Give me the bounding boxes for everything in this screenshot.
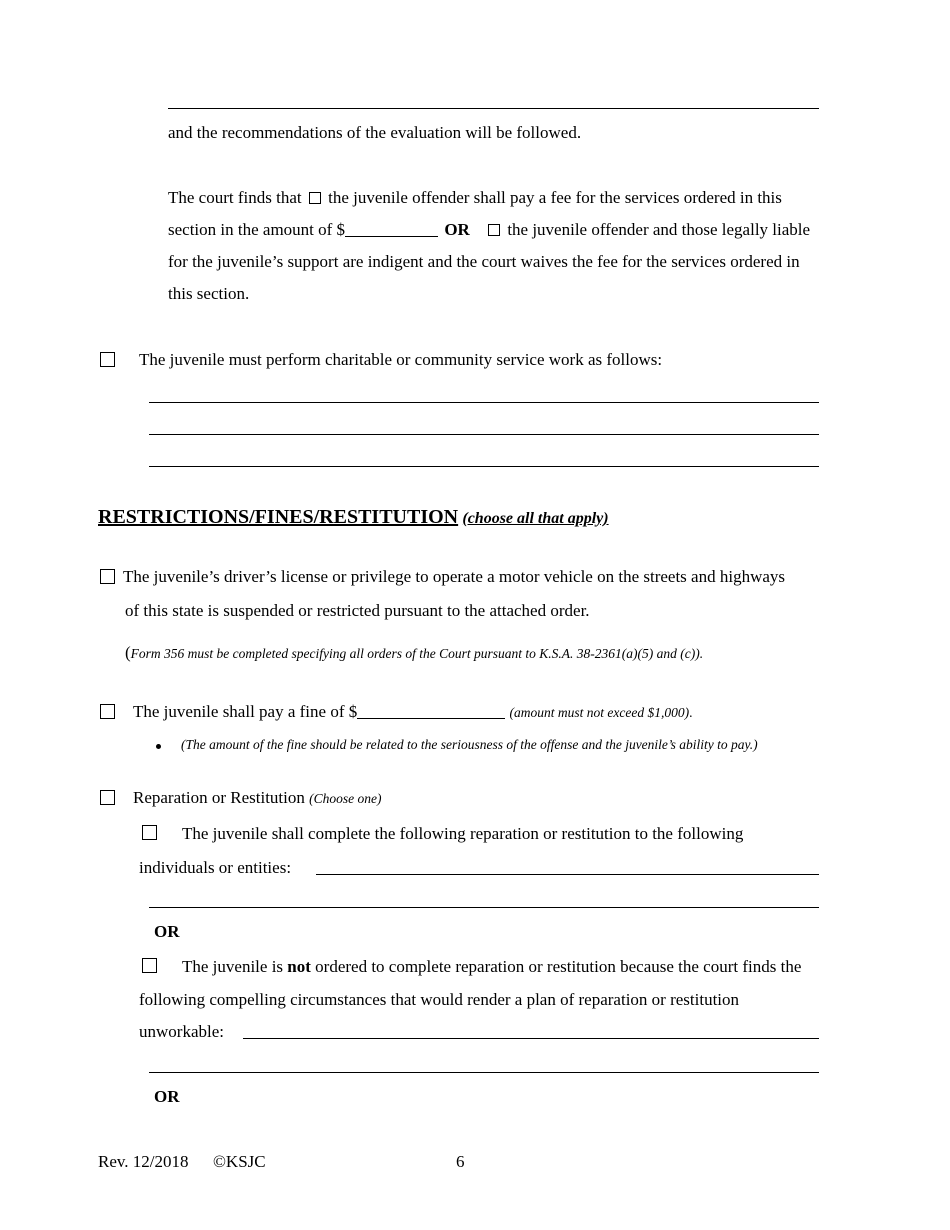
fee-line-1b: the juvenile offender shall pay a fee for the services ordered in this bbox=[328, 188, 782, 207]
reparation-opt2-line-2: following compelling circumstances that would render a plan of reparation or restitution bbox=[139, 990, 740, 1009]
reparation-opt1-blank-1[interactable] bbox=[316, 874, 819, 875]
community-service-label: The juvenile must perform charitable or community service work as follows: bbox=[139, 350, 663, 369]
restrictions-heading-title: RESTRICTIONS/FINES/RESTITUTION bbox=[98, 506, 459, 528]
fee-line-1a: The court finds that bbox=[168, 188, 302, 207]
fine-note-end: . bbox=[689, 705, 693, 720]
reparation-not-ordered-checkbox[interactable] bbox=[142, 958, 157, 973]
fee-line-2 bbox=[168, 220, 810, 240]
fee-indigent-checkbox[interactable] bbox=[488, 224, 500, 236]
community-service-line-2[interactable] bbox=[149, 434, 819, 435]
reparation-opt1-blank-2[interactable] bbox=[149, 907, 819, 908]
reparation-opt2-line-1a: The juvenile is bbox=[182, 957, 284, 976]
fine-bullet-dot bbox=[156, 744, 161, 749]
license-line-2: of this state is suspended or restricted pursuant to the attached order. bbox=[125, 601, 590, 620]
fee-pay-checkbox[interactable] bbox=[309, 192, 321, 204]
restrictions-heading bbox=[98, 506, 609, 529]
fine-amount-blank[interactable] bbox=[357, 704, 505, 719]
fee-line-1 bbox=[168, 188, 782, 208]
license-checkbox[interactable] bbox=[100, 569, 115, 584]
community-service-checkbox[interactable] bbox=[100, 352, 115, 367]
fee-or-label: OR bbox=[444, 220, 470, 239]
reparation-or-1: OR bbox=[154, 922, 180, 941]
reparation-opt2-blank-1[interactable] bbox=[243, 1038, 819, 1039]
reparation-opt2-blank-2[interactable] bbox=[149, 1072, 819, 1073]
license-note bbox=[125, 643, 703, 663]
license-line-1: The juvenile’s driver’s license or privilege to operate a motor vehicle on the streets and highways bbox=[123, 567, 786, 586]
fine-bullet-text: (The amount of the fine should be related to the seriousness of the offense and the juvenile’s ability to pay.) bbox=[181, 737, 758, 752]
license-note-paren: ( bbox=[125, 643, 131, 662]
fine-note: (amount must not exceed $1,000) bbox=[509, 705, 690, 720]
fee-amount-blank[interactable] bbox=[345, 222, 438, 237]
evaluation-blank-line[interactable] bbox=[168, 108, 819, 109]
fee-line-4: this section. bbox=[168, 284, 250, 303]
license-note-text: Form 356 must be completed specifying all orders of the Court pursuant to K.S.A. 38-2361(a)(5) and (c)). bbox=[130, 646, 704, 661]
restrictions-heading-note: (choose all that apply) bbox=[462, 510, 609, 527]
reparation-line bbox=[133, 788, 381, 808]
footer-revision: Rev. 12/2018 bbox=[98, 1152, 189, 1171]
fee-line-2b: the juvenile offender and those legally liable bbox=[507, 220, 811, 239]
evaluation-text: and the recommendations of the evaluation will be followed. bbox=[168, 123, 582, 142]
reparation-opt1-line-2: individuals or entities: bbox=[139, 858, 292, 877]
footer-copyright: ©KSJC bbox=[213, 1152, 266, 1171]
reparation-opt2-line-1 bbox=[182, 957, 801, 977]
fine-checkbox[interactable] bbox=[100, 704, 115, 719]
community-service-line-1[interactable] bbox=[149, 402, 819, 403]
reparation-opt1-line-1: The juvenile shall complete the following reparation or restitution to the following bbox=[182, 824, 744, 843]
footer-page-number: 6 bbox=[456, 1152, 465, 1171]
fee-line-3: for the juvenile’s support are indigent and the court waives the fee for the services ordered in bbox=[168, 252, 800, 271]
reparation-opt2-line-3: unworkable: bbox=[139, 1022, 224, 1041]
reparation-opt2-not: not bbox=[287, 957, 311, 976]
fine-label: The juvenile shall pay a fine of $ bbox=[133, 702, 358, 721]
reparation-opt2-line-1b: ordered to complete reparation or restitution because the court finds the bbox=[315, 957, 802, 976]
reparation-complete-checkbox[interactable] bbox=[142, 825, 157, 840]
reparation-or-2: OR bbox=[154, 1087, 180, 1106]
reparation-label: Reparation or Restitution bbox=[133, 788, 305, 807]
reparation-label-note: (Choose one) bbox=[309, 791, 382, 806]
community-service-line-3[interactable] bbox=[149, 466, 819, 467]
fee-amount-label: section in the amount of $ bbox=[168, 220, 346, 239]
reparation-checkbox[interactable] bbox=[100, 790, 115, 805]
fine-line bbox=[133, 702, 692, 722]
